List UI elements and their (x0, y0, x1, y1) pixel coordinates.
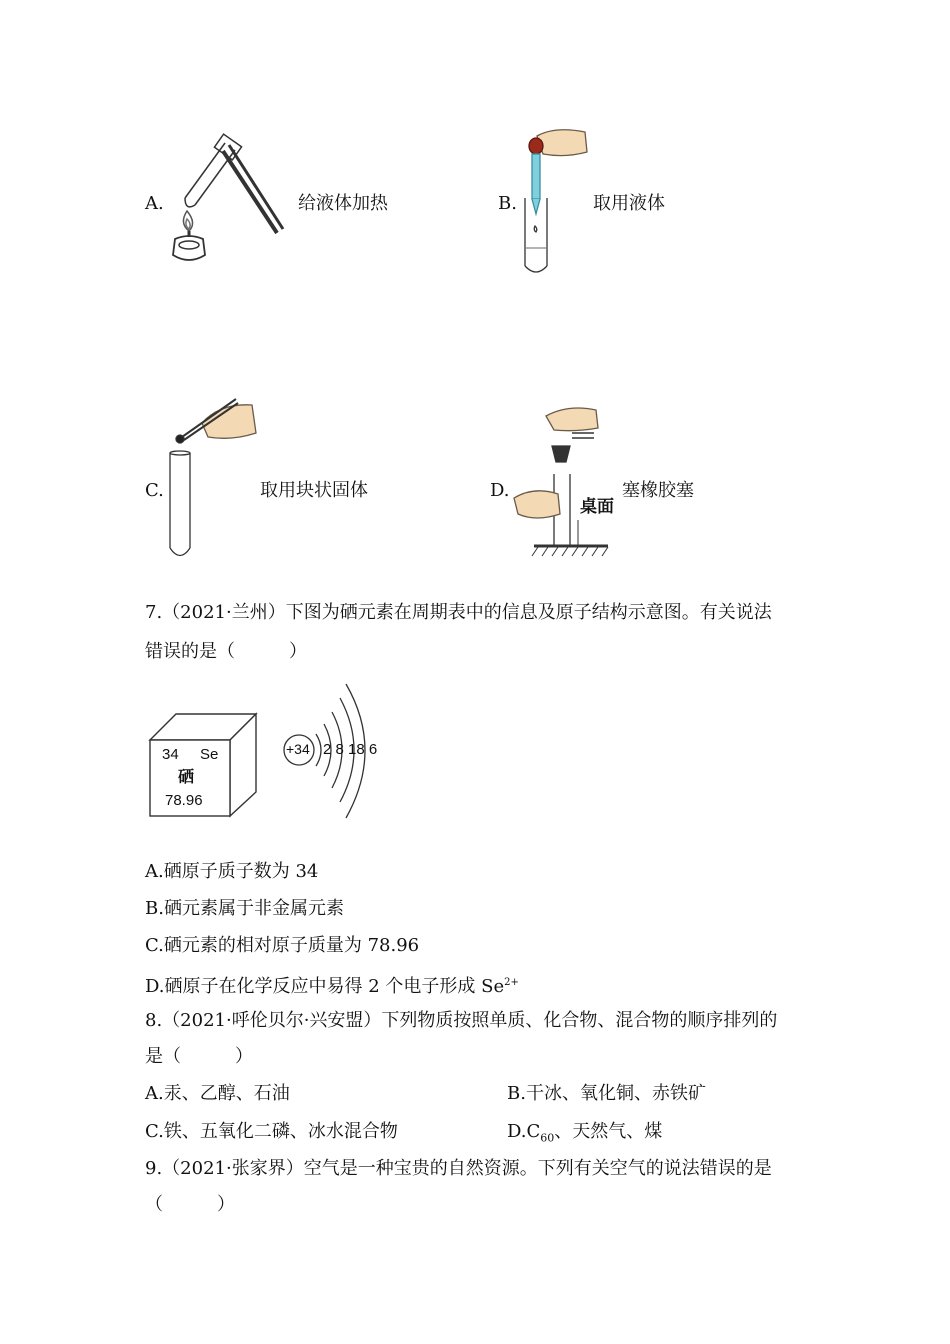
table-surface-label: 桌面 (580, 497, 614, 516)
stopper-on-table-illustration (512, 402, 620, 562)
element-name: 硒 (178, 767, 195, 786)
question-7-option-b[interactable]: B.硒元素属于非金属元素 (145, 898, 344, 919)
option-c-caption: 取用块状固体 (260, 480, 368, 501)
element-atomic-mass: 78.96 (165, 792, 203, 809)
option-b-letter[interactable]: B. (498, 193, 517, 214)
question-9-stem-line2: （ ） (145, 1194, 235, 1215)
tweezers-solid-illustration (160, 393, 260, 563)
option-d-letter[interactable]: D. (490, 480, 510, 501)
question-8-option-c[interactable]: C.铁、五氧化二磷、冰水混合物 (145, 1121, 398, 1142)
option-c-letter[interactable]: C. (145, 480, 164, 501)
question-7-option-d-text: D.硒原子在化学反应中易得 2 个电子形成 Se (145, 976, 505, 997)
question-7-option-c[interactable]: C.硒元素的相对原子质量为 78.96 (145, 935, 420, 956)
question-8-option-d-rest: 、天然气、煤 (554, 1121, 663, 1142)
question-7-option-a[interactable]: A.硒原子质子数为 34 (145, 861, 319, 882)
question-8-option-d-prefix: D.C (507, 1121, 541, 1142)
atom-nucleus-charge: +34 (286, 741, 310, 757)
atom-shell-electrons: 2 8 18 6 (323, 741, 378, 758)
element-symbol: Se (200, 746, 219, 763)
option-a-caption: 给液体加热 (298, 193, 388, 214)
fullerene-subscript: 60 (540, 1131, 555, 1145)
question-8-option-b[interactable]: B.干冰、氧化铜、赤铁矿 (507, 1083, 706, 1104)
option-b-caption: 取用液体 (593, 193, 665, 214)
option-a-letter[interactable]: A. (145, 193, 164, 214)
question-8-option-d[interactable] (507, 1120, 662, 1151)
question-9-stem-line1: 9.（2021·张家界）空气是一种宝贵的自然资源。下列有关空气的说法错误的是 (145, 1158, 772, 1179)
question-7-stem-line1: 7.（2021·兰州）下图为硒元素在周期表中的信息及原子结构示意图。有关说法 (145, 602, 772, 623)
question-7-option-d[interactable] (145, 971, 519, 999)
heating-liquid-illustration (165, 133, 295, 273)
question-8-option-a[interactable]: A.汞、乙醇、石油 (145, 1083, 290, 1104)
question-8-stem-line2: 是（ ） (145, 1046, 253, 1067)
selenium-ion-charge: 2+ (504, 977, 519, 988)
question-8-stem-line1: 8.（2021·呼伦贝尔·兴安盟）下列物质按照单质、化合物、混合物的顺序排列的 (145, 1010, 778, 1031)
option-d-caption: 塞橡胶塞 (622, 480, 694, 501)
element-atomic-number: 34 (162, 746, 179, 763)
question-7-stem-line2: 错误的是（ ） (145, 641, 307, 662)
dropper-illustration (515, 126, 595, 276)
